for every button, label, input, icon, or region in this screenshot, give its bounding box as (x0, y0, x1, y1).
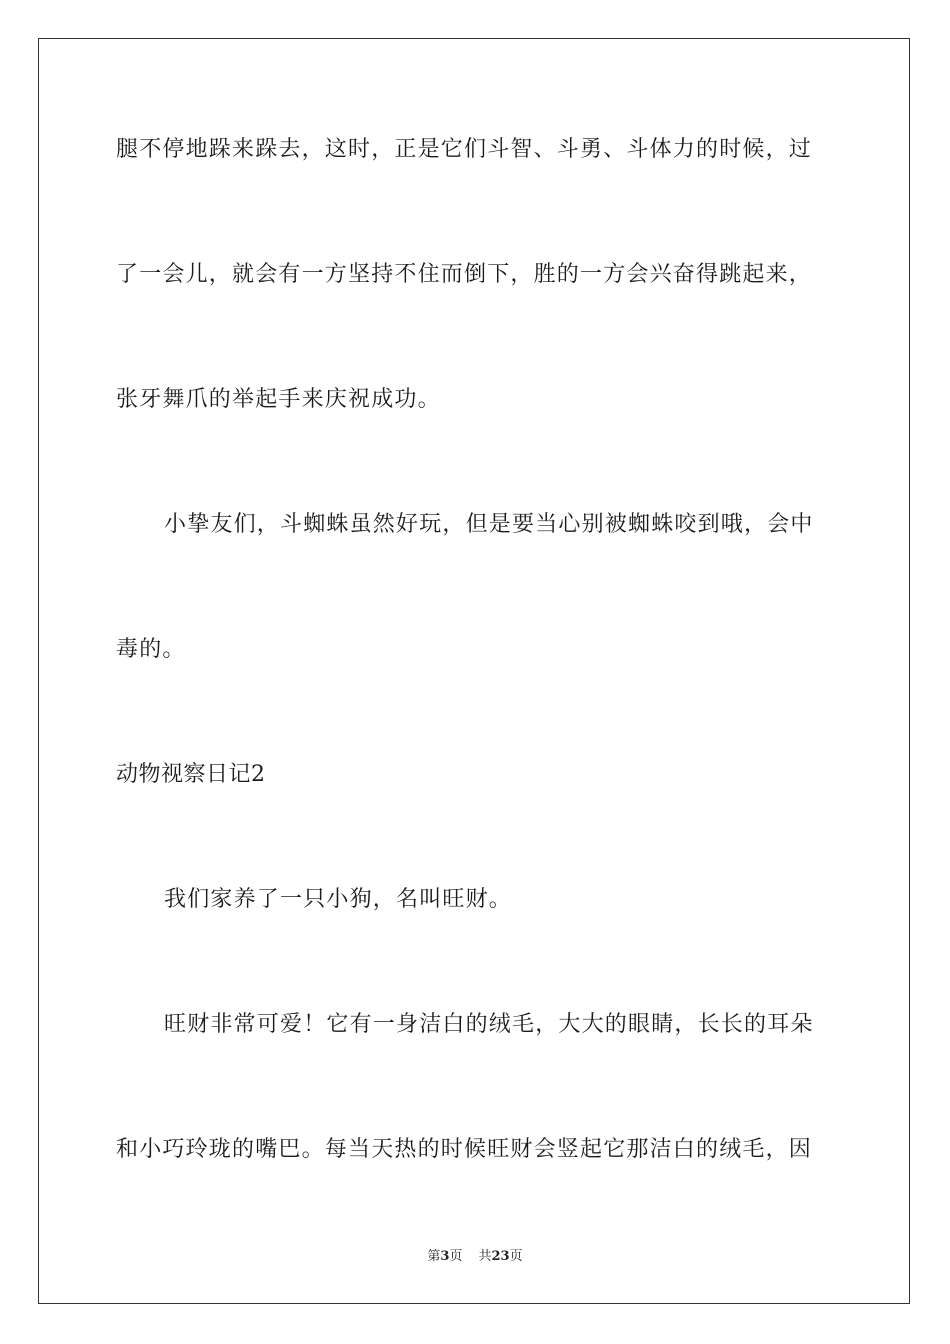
body-text-line: 了一会儿，就会有一方坚持不住而倒下，胜的一方会兴奋得跳起来， (116, 262, 813, 287)
footer-total-prefix: 共 (478, 1249, 492, 1264)
footer-page-prefix: 第 (427, 1249, 441, 1264)
paragraph-first-line: 旺财非常可爱！它有一身洁白的绒毛，大大的眼睛，长长的耳朵 (164, 1012, 814, 1037)
page-footer (0, 1248, 950, 1266)
paragraph-first-line: 小挚友们，斗蜘蛛虽然好玩，但是要当心别被蜘蛛咬到哦，会中 (164, 512, 814, 537)
footer-total-suffix: 页 (509, 1249, 523, 1264)
body-text-line: 张牙舞爪的举起手来庆祝成功。 (116, 387, 441, 412)
body-text-line: 和小巧玲珑的嘴巴。每当天热的时候旺财会竖起它那洁白的绒毛，因 (116, 1137, 813, 1162)
footer-total-pages: 23 (491, 1249, 510, 1264)
body-text-line: 腿不停地跺来跺去，这时，正是它们斗智、斗勇、斗体力的时候，过 (116, 137, 813, 162)
page-border (38, 38, 910, 1304)
paragraph-first-line: 我们家养了一只小狗，名叫旺财。 (164, 887, 513, 912)
body-text-line: 毒的。 (116, 637, 186, 662)
section-heading: 动物视察日记2 (116, 762, 266, 787)
footer-page-suffix: 页 (449, 1249, 463, 1264)
footer-page-number: 3 (440, 1249, 450, 1264)
